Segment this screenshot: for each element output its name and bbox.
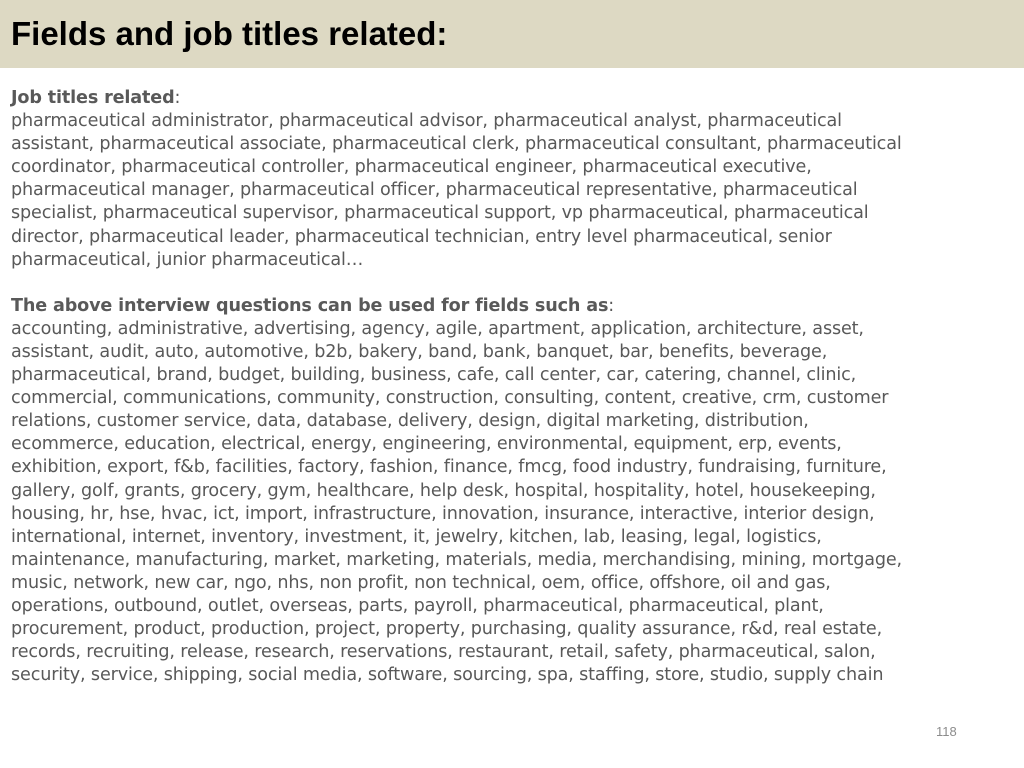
fields-heading-text: The above interview questions can be used for fields such as <box>11 295 609 316</box>
fields-line: international, internet, inventory, investment, it, jewelry, kitchen, lab, leasing, legal, logistics, <box>11 526 822 547</box>
job-titles-line: specialist, pharmaceutical supervisor, pharmaceutical support, vp pharmaceutical, pharmaceutical <box>11 203 869 224</box>
job-titles-heading-text: Job titles related <box>11 88 175 108</box>
fields-line: gallery, golf, grants, grocery, gym, healthcare, help desk, hospital, hospitality, hotel, housekeeping, <box>11 480 876 501</box>
slide-title: Fields and job titles related: <box>11 15 448 52</box>
fields-heading-colon: : <box>608 295 615 316</box>
fields-line: ecommerce, education, electrical, energy, engineering, environmental, equipment, erp, events, <box>11 434 842 455</box>
job-titles-line: pharmaceutical administrator, pharmaceutical advisor, pharmaceutical analyst, pharmaceutical <box>11 111 842 132</box>
fields-line: pharmaceutical, brand, budget, building, business, cafe, call center, car, catering, channel, clinic, <box>11 365 857 386</box>
job-titles-line: coordinator, pharmaceutical controller, pharmaceutical engineer, pharmaceutical executive, <box>11 157 812 178</box>
fields-line: relations, customer service, data, database, delivery, design, digital marketing, distribution, <box>11 411 809 432</box>
job-titles-heading <box>11 87 1013 110</box>
job-titles-line: assistant, pharmaceutical associate, pharmaceutical clerk, pharmaceutical consultant, pharmaceutical <box>11 134 902 155</box>
job-titles-line: pharmaceutical manager, pharmaceutical officer, pharmaceutical representative, pharmaceutical <box>11 180 858 201</box>
title-bar <box>0 0 1024 68</box>
fields-line: music, network, new car, ngo, nhs, non profit, non technical, oem, office, offshore, oil and gas, <box>11 572 831 593</box>
fields-line: assistant, audit, auto, automotive, b2b, bakery, band, bank, banquet, bar, benefits, beverage, <box>11 341 828 362</box>
fields-heading <box>11 295 1013 318</box>
job-titles-line: pharmaceutical, junior pharmaceutical… <box>11 249 364 270</box>
section-spacer <box>11 272 1013 295</box>
fields-line: commercial, communications, community, construction, consulting, content, creative, crm, customer <box>11 388 889 409</box>
fields-line: maintenance, manufacturing, market, marketing, materials, media, merchandising, mining, mortgage, <box>11 549 902 570</box>
fields-line: procurement, product, production, project, property, purchasing, quality assurance, r&d, real estate, <box>11 619 883 640</box>
fields-list <box>11 318 1013 688</box>
job-titles-heading-colon: : <box>174 88 181 108</box>
job-titles-list <box>11 110 1013 272</box>
slide-content <box>11 87 1013 687</box>
fields-line: housing, hr, hse, hvac, ict, import, infrastructure, innovation, insurance, interactive, interior design, <box>11 503 875 524</box>
fields-line: exhibition, export, f&b, facilities, factory, fashion, finance, fmcg, food industry, fundraising, furniture, <box>11 457 887 478</box>
fields-line: accounting, administrative, advertising, agency, agile, apartment, application, architecture, asset, <box>11 318 864 339</box>
page-number: 118 <box>936 724 957 739</box>
fields-line: records, recruiting, release, research, reservations, restaurant, retail, safety, pharmaceutical, salon, <box>11 642 876 663</box>
fields-line: security, service, shipping, social media, software, sourcing, spa, staffing, store, studio, supply chain <box>11 665 884 686</box>
fields-line: operations, outbound, outlet, overseas, parts, payroll, pharmaceutical, pharmaceutical, plant, <box>11 595 824 616</box>
job-titles-line: director, pharmaceutical leader, pharmaceutical technician, entry level pharmaceutical, senior <box>11 226 832 247</box>
